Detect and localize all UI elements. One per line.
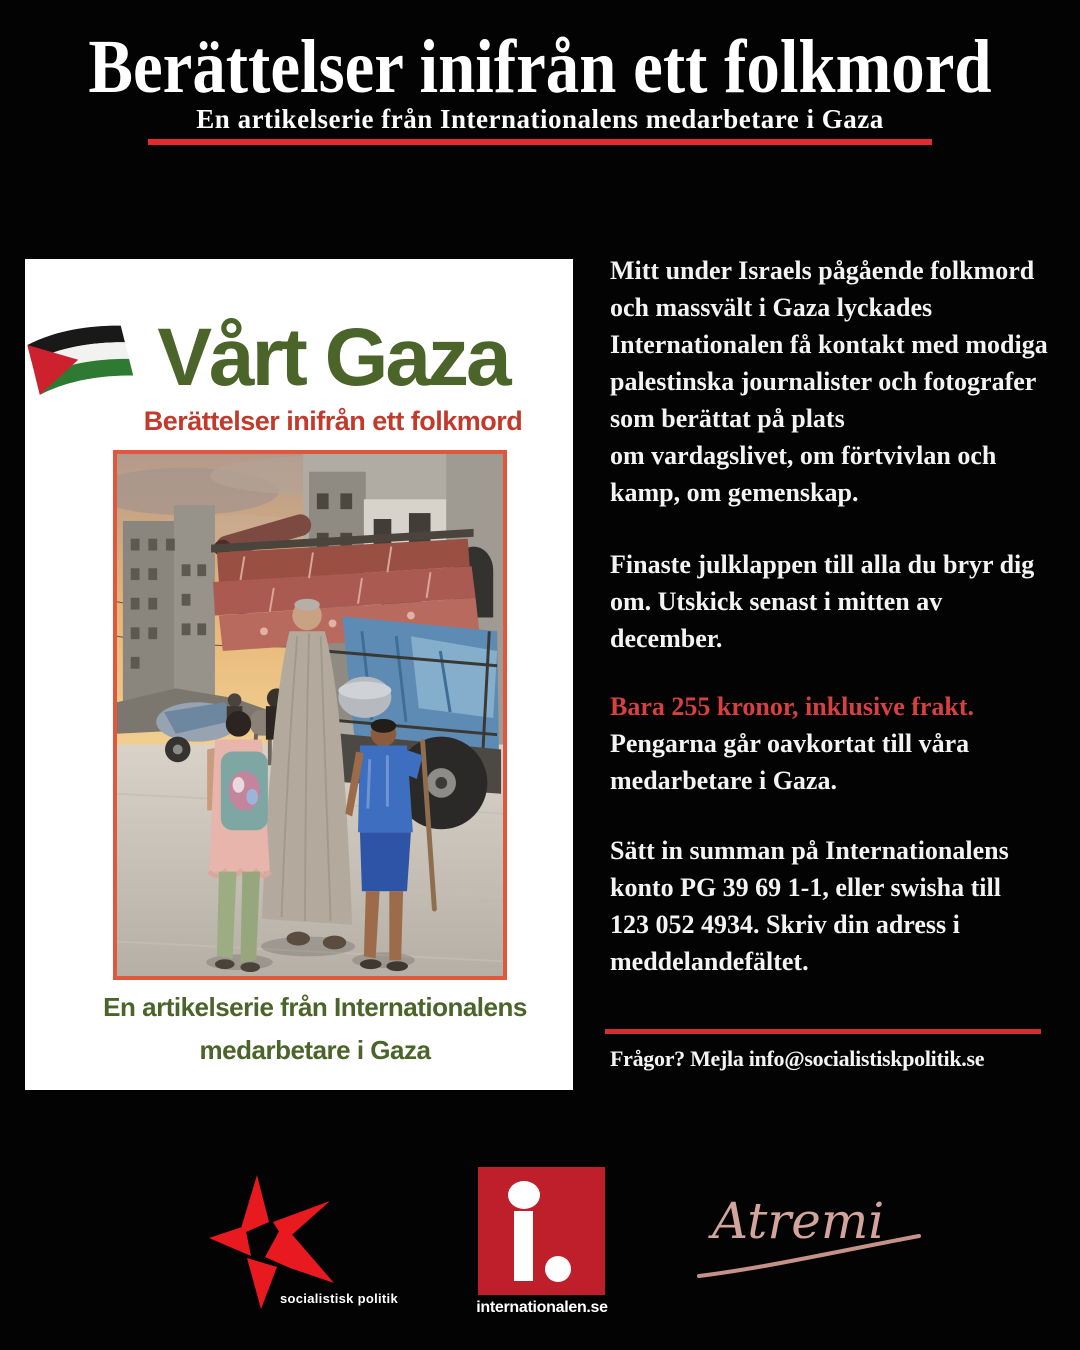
atremi-underline-swoosh — [694, 1230, 924, 1282]
text-line: 123 052 4934. Skriv din adress i — [610, 910, 960, 939]
text-line: medarbetare i Gaza. — [610, 766, 837, 795]
price-subtext — [610, 725, 1080, 799]
text-line: Mitt under Israels pågående folkmord — [610, 256, 1035, 285]
card-footer-line: medarbetare i Gaza — [199, 1035, 431, 1065]
intro-paragraph — [610, 252, 1080, 511]
text-line: Pengarna går oavkortat till våra — [610, 729, 970, 758]
socialistisk-politik-star-icon — [188, 1163, 346, 1311]
socialistisk-politik-label: socialistisk politik — [280, 1291, 398, 1306]
card-footer-text — [79, 986, 551, 1072]
text-line: om. Utskick senast i mitten av — [610, 587, 943, 616]
internationalen-label: internationalen.se — [476, 1299, 608, 1316]
red-divider-line — [605, 1029, 1041, 1034]
subtitle-underline — [148, 139, 932, 145]
gift-paragraph — [610, 546, 1080, 657]
gaza-street-illustration — [117, 454, 503, 976]
vart-gaza-card — [25, 259, 573, 1090]
text-line: om vardagslivet, om förtvivlan och — [610, 441, 997, 470]
atremi-logo: Atremi — [712, 1192, 885, 1250]
text-line: och massvält i Gaza lyckades — [610, 293, 933, 322]
text-line: Internationalen få kontakt med modiga — [610, 330, 1048, 359]
internationalen-logo — [478, 1167, 605, 1295]
text-line: december. — [610, 624, 723, 653]
internationalen-i-icon — [478, 1167, 605, 1295]
text-line: palestinska journalister och fotografer — [610, 367, 1037, 396]
text-line: Finaste julklappen till alla du bryr dig — [610, 550, 1035, 579]
text-line: Sätt in summan på Internationalens — [610, 836, 1009, 865]
text-line: kamp, om gemenskap. — [610, 478, 859, 507]
page-subtitle: En artikelserie från Internationalens medarbetare i Gaza — [196, 104, 884, 134]
text-line: meddelandefältet. — [610, 947, 809, 976]
contact-line: Frågor? Mejla info@socialistiskpolitik.se — [610, 1046, 985, 1071]
card-subtitle: Berättelser inifrån ett folkmord — [143, 406, 523, 436]
gaza-street-photo — [113, 450, 507, 980]
text-line: konto PG 39 69 1-1, eller swisha till — [610, 873, 1001, 902]
payment-paragraph — [610, 832, 1080, 980]
card-title: Vårt Gaza — [157, 312, 509, 403]
price-paragraph — [610, 688, 1080, 799]
card-footer-line: En artikelserie från Internationalens — [103, 992, 527, 1022]
page-title: Berättelser inifrån ett folkmord — [88, 25, 992, 109]
text-line: som berättat på plats — [610, 404, 845, 433]
palestinian-flag-icon — [27, 323, 135, 403]
price-line: Bara 255 kronor, inklusive frakt. — [610, 692, 975, 721]
